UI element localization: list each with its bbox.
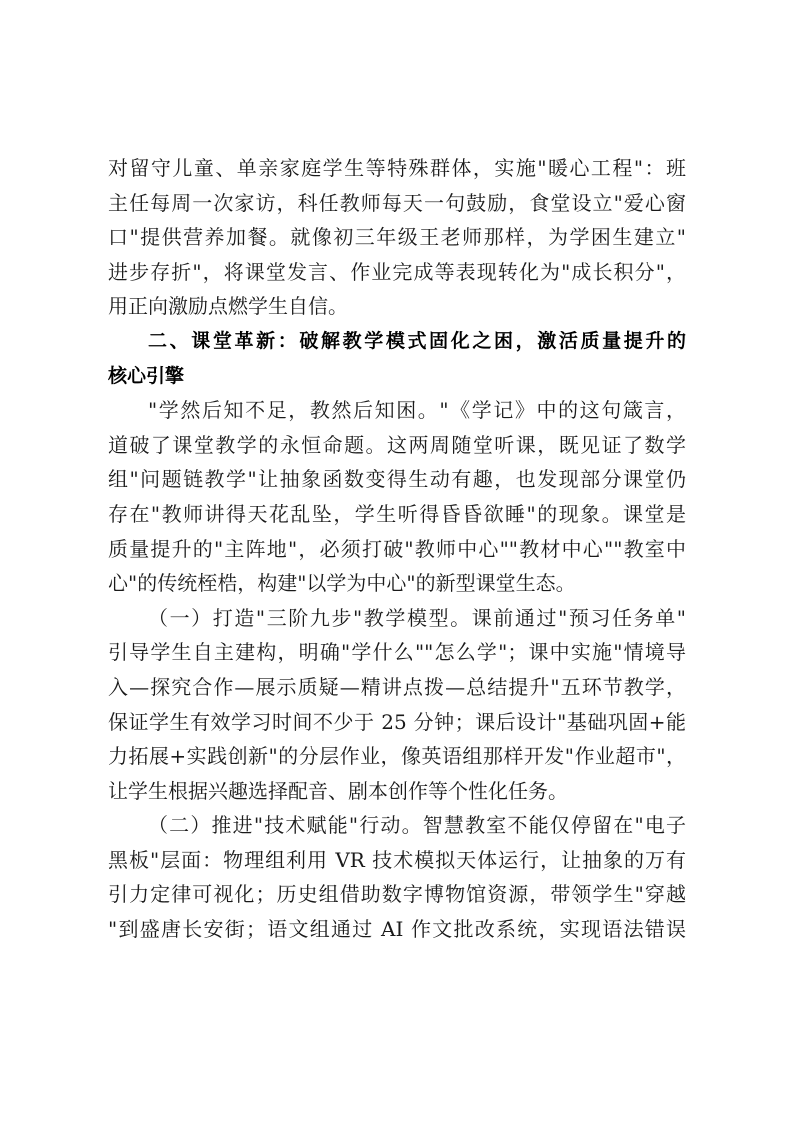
text-line: 存在"教师讲得天花乱坠，学生听得昏昏欲睡"的现象。课堂是 (108, 501, 686, 526)
section-heading-classroom-reform (108, 324, 686, 393)
text-line: 质量提升的"主阵地"，必须打破"教师中心""教材中心""教室中 (108, 536, 686, 561)
text-line: 口"提供营养加餐。就像初三年级王老师那样，为学困生建立" (108, 225, 686, 250)
text-line: 入—探究合作—展示质疑—精讲点拨—总结提升"五环节教学， (108, 674, 686, 699)
text-line: "到盛唐长安街；语文组通过 AI 作文批改系统，实现语法错误 (108, 917, 686, 942)
text-line: 引力定律可视化；历史组借助数字博物馆资源，带领学生"穿越 (108, 882, 686, 907)
paragraph-special-groups-care (108, 151, 686, 324)
text-line: 用正向激励点燃学生自信。 (108, 294, 348, 319)
text-line: 保证学生有效学习时间不少于 25 分钟；课后设计"基础巩固+能 (108, 709, 686, 734)
text-line: 主任每周一次家访，科任教师每天一句鼓励，食堂设立"爱心窗 (108, 190, 686, 215)
text-line: 道破了课堂教学的永恒命题。这两周随堂听课，既见证了数学 (108, 432, 686, 457)
paragraph-xueji-quote (108, 393, 686, 601)
document-body (108, 151, 686, 947)
paragraph-tech-empowerment (108, 808, 686, 946)
text-line: 引导学生自主建构，明确"学什么""怎么学"；课中实施"情境导 (108, 640, 686, 665)
text-line: 心"的传统桎梏，构建"以学为中心"的新型课堂生态。 (108, 571, 576, 596)
text-line: 进步存折"，将课堂发言、作业完成等表现转化为"成长积分"， (108, 259, 686, 284)
heading-line: 核心引擎 (108, 364, 185, 387)
text-line: （二）推进"技术赋能"行动。智慧教室不能仅停留在"电子 (148, 813, 686, 838)
text-line: 让学生根据兴趣选择配音、剧本创作等个性化任务。 (108, 778, 568, 803)
text-line: 组"问题链教学"让抽象函数变得生动有趣，也发现部分课堂仍 (108, 467, 686, 492)
text-line: 黑板"层面：物理组利用 VR 技术模拟天体运行，让抽象的万有 (108, 847, 686, 872)
text-line: （一）打造"三阶九步"教学模型。课前通过"预习任务单" (148, 605, 686, 630)
heading-line: 二、课堂革新：破解教学模式固化之困，激活质量提升的 (148, 329, 686, 352)
text-line: 对留守儿童、单亲家庭学生等特殊群体，实施"暖心工程"：班 (108, 156, 686, 180)
text-line: "学然后知不足，教然后知困。"《学记》中的这句箴言， (148, 398, 686, 423)
text-line: 力拓展+实践创新"的分层作业，像英语组那样开发"作业超市"， (108, 744, 686, 769)
paragraph-teaching-model (108, 601, 686, 809)
